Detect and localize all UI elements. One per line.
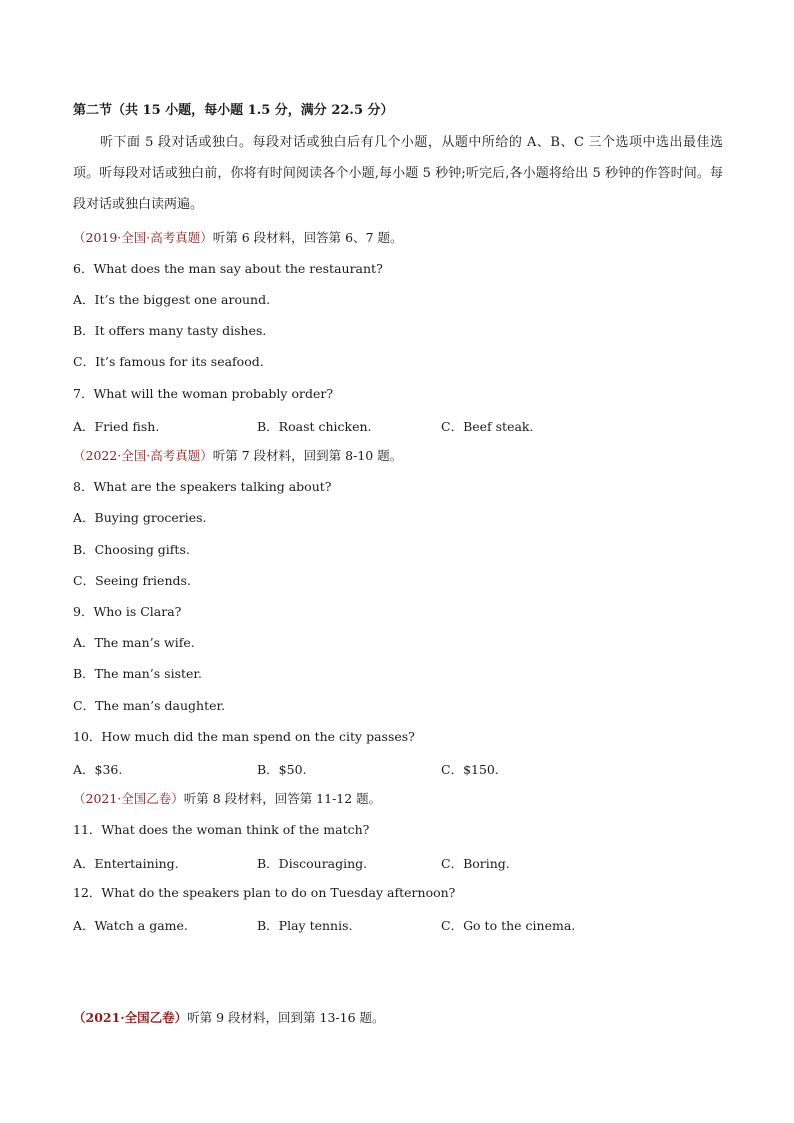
- question-stem: 11．What does the woman think of the match?: [73, 822, 370, 837]
- option-b: B．The man’s sister.: [73, 666, 202, 681]
- question-stem: 10．How much did the man spend on the city passes?: [73, 729, 415, 744]
- group-instruction: 听第 7 段材料，回到第 8-10 题。: [212, 448, 403, 463]
- question-stem: 12．What do the speakers plan to do on Tuesday afternoon?: [73, 885, 456, 900]
- option-b: B．Roast chicken.: [257, 419, 372, 434]
- section-title: 第二节（共 15 小题，每小题 1.5 分，满分 22.5 分）: [73, 103, 394, 118]
- option-c: C．Beef steak.: [441, 419, 534, 434]
- option-a: A．Entertaining.: [73, 856, 179, 871]
- group-instruction: 听第 9 段材料，回到第 13-16 题。: [187, 1010, 385, 1025]
- question-stem: 7．What will the woman probably order?: [73, 386, 334, 401]
- group-instruction: 听第 6 段材料，回答第 6、7 题。: [212, 230, 403, 245]
- option-a: A．Buying groceries.: [73, 510, 207, 525]
- question-stem: 8．What are the speakers talking about?: [73, 479, 332, 494]
- option-a: A．Fried fish.: [73, 419, 160, 434]
- option-c: C．It’s famous for its seafood.: [73, 354, 264, 369]
- option-b: B．Play tennis.: [257, 918, 353, 933]
- option-c: C．Seeing friends.: [73, 573, 191, 588]
- option-a: A．Watch a game.: [73, 918, 188, 933]
- option-a: A．The man’s wife.: [73, 635, 195, 650]
- source-label: （2022·全国·高考真题）: [73, 448, 213, 463]
- option-b: B．Choosing gifts.: [73, 542, 190, 557]
- instructions-paragraph: 听下面 5 段对话或独白。每段对话或独白后有几个小题，从题中所给的 A、B、C 三个选项中选出最佳选项。听每段对话或独白前，你将有时间阅读各个小题,每小题 5 秒钟;听完后,各小题将给出 5 秒钟的作答时间。每段对话或独白读两遍。: [73, 135, 723, 212]
- option-c: C．The man’s daughter.: [73, 698, 226, 713]
- option-b: B．Discouraging.: [257, 856, 368, 871]
- option-c: C．Go to the cinema.: [441, 918, 576, 933]
- source-label: （2021·全国乙卷）: [73, 1010, 188, 1025]
- question-stem: 6．What does the man say about the restaurant?: [73, 261, 383, 276]
- group-header: [73, 230, 403, 246]
- question-stem: 9．Who is Clara?: [73, 604, 182, 619]
- group-header: [73, 1010, 385, 1026]
- group-header: [73, 448, 402, 464]
- source-label: （2021·全国乙卷）: [73, 791, 184, 806]
- option-a: A．$36.: [73, 762, 123, 777]
- group-header: [73, 791, 381, 807]
- source-label: （2019·全国·高考真题）: [73, 230, 213, 245]
- option-b: B．It offers many tasty dishes.: [73, 323, 267, 338]
- group-instruction: 听第 8 段材料，回答第 11-12 题。: [183, 791, 382, 806]
- option-c: C．Boring.: [441, 856, 510, 871]
- option-c: C．$150.: [441, 762, 499, 777]
- option-a: A．It’s the biggest one around.: [73, 292, 271, 307]
- option-b: B．$50.: [257, 762, 307, 777]
